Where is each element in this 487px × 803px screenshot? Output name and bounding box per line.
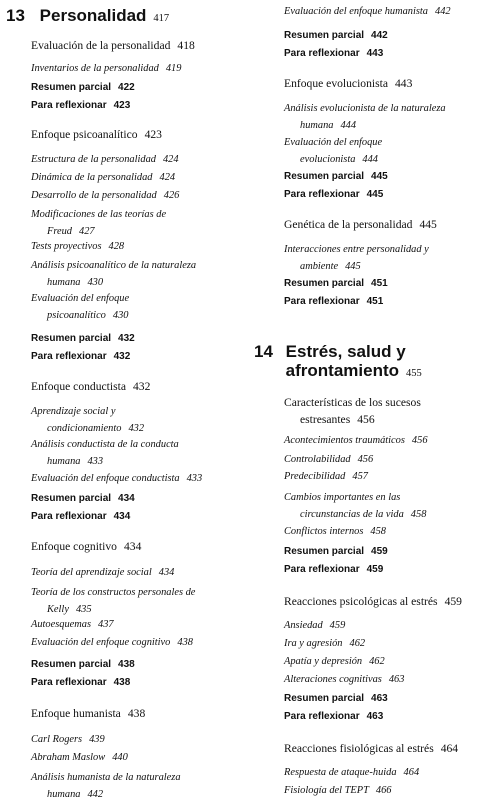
entry-page: 443 (366, 48, 384, 59)
entry-title: Características de los sucesos (284, 396, 421, 409)
entry-title: Enfoque cognitivo (31, 540, 117, 553)
toc-entry (31, 187, 179, 204)
toc-entry (31, 564, 174, 581)
entry-page: 432 (128, 423, 145, 434)
chapter-number: 13 (6, 6, 25, 25)
toc-entry (31, 749, 128, 766)
entry-page: 424 (159, 172, 176, 183)
entry-page: 438 (118, 659, 135, 670)
toc-entry (284, 489, 426, 523)
entry-title: Fisiología del TEPT (284, 785, 369, 796)
toc-entry (31, 656, 135, 673)
entry-title: Interacciones entre personalidad y (284, 244, 429, 255)
toc-entry (31, 151, 179, 168)
toc-entry (31, 257, 196, 291)
toc-entry (284, 275, 388, 292)
entry-title: Para reflexionar (284, 711, 360, 722)
entry-title-continued: estresantes (300, 413, 351, 426)
toc-entry (31, 169, 175, 186)
entry-title-continued: Freud (47, 226, 73, 237)
entry-page: 418 (177, 39, 195, 52)
toc-entry (284, 293, 383, 310)
entry-title: Tests proyectivos (31, 241, 102, 252)
entry-title: Resumen parcial (31, 82, 112, 93)
toc-entry (284, 168, 388, 185)
entry-title: Enfoque evolucionista (284, 77, 388, 90)
toc-entry (31, 769, 181, 803)
chapter-13-heading (6, 6, 169, 28)
entry-title: Evaluación del enfoque (284, 137, 383, 148)
chapter-page: 455 (406, 368, 422, 379)
entry-page: 430 (87, 277, 104, 288)
toc-entry (31, 674, 130, 691)
toc-entry (284, 3, 451, 20)
entry-title: Evaluación del enfoque cognitivo (31, 637, 171, 648)
entry-title: Para reflexionar (31, 100, 107, 111)
entry-page: 451 (371, 278, 388, 289)
entry-title: Acontecimientos traumáticos (284, 435, 405, 446)
entry-page: 451 (366, 296, 384, 307)
toc-entry (284, 100, 446, 134)
toc-entry (284, 523, 386, 540)
toc-entry (284, 561, 383, 578)
entry-page: 463 (366, 711, 384, 722)
entry-page: 439 (89, 734, 105, 745)
toc-entry (31, 470, 202, 487)
entry-title: Evaluación de la personalidad (31, 39, 171, 52)
chapter-14-heading (254, 342, 422, 383)
entry-title: Autoesquemas (31, 619, 92, 630)
entry-page: 433 (87, 456, 104, 467)
entry-page: 434 (158, 567, 175, 578)
toc-entry (31, 403, 144, 437)
entry-title: Resumen parcial (284, 278, 365, 289)
toc-entry (31, 126, 162, 143)
toc-entry (284, 75, 412, 92)
toc-entry (31, 238, 124, 255)
toc-entry (284, 432, 428, 449)
entry-title: Predecibilidad (284, 471, 346, 482)
entry-page: 432 (118, 333, 135, 344)
entry-title: Teoría del aprendizaje social (31, 567, 152, 578)
toc-entry (284, 740, 458, 757)
toc-entry (284, 241, 429, 275)
toc-entry (31, 97, 130, 114)
entry-title: Resumen parcial (284, 171, 365, 182)
entry-page: 422 (118, 82, 135, 93)
entry-page: 438 (127, 707, 146, 720)
entry-title-continued: evolucionista (300, 154, 356, 165)
entry-title-continued: psicoanalítico (47, 310, 106, 321)
toc-entry (31, 79, 135, 96)
toc-entry (284, 635, 365, 652)
entry-page: 432 (113, 351, 131, 362)
entry-title: Para reflexionar (31, 351, 107, 362)
toc-entry (31, 37, 195, 54)
entry-page: 462 (349, 638, 366, 649)
entry-title: Apatía y depresión (284, 656, 363, 667)
entry-title: Reacciones fisiológicas al estrés (284, 742, 434, 755)
entry-page: 428 (108, 241, 125, 252)
entry-title: Reacciones psicológicas al estrés (284, 595, 438, 608)
toc-entry (31, 60, 181, 77)
entry-page: 459 (444, 595, 462, 608)
entry-title-continued: ambiente (300, 261, 339, 272)
toc-entry (284, 45, 383, 62)
entry-page: 463 (371, 693, 388, 704)
entry-page: 459 (371, 546, 388, 557)
entry-page: 419 (165, 63, 182, 74)
entry-page: 458 (410, 509, 427, 520)
toc-entry (31, 538, 141, 555)
entry-page: 434 (118, 493, 135, 504)
entry-page: 456 (411, 435, 428, 446)
entry-title: Análisis conductista de la conducta (31, 439, 179, 450)
chapter-page: 417 (153, 13, 170, 24)
entry-title-continued: humana (300, 120, 334, 131)
entry-title: Resumen parcial (31, 659, 112, 670)
entry-title: Cambios importantes en las (284, 492, 401, 503)
entry-page: 445 (419, 218, 437, 231)
entry-page: 438 (177, 637, 193, 648)
entry-title: Resumen parcial (284, 693, 365, 704)
chapter-title-line-2: afrontamiento (285, 361, 399, 380)
entry-title: Conflictos internos (284, 526, 364, 537)
entry-page: 462 (369, 656, 385, 667)
entry-page: 434 (113, 511, 131, 522)
toc-entry (284, 543, 388, 560)
entry-page: 426 (163, 190, 180, 201)
entry-title: Ansiedad (284, 620, 323, 631)
toc-entry (31, 490, 135, 507)
entry-page: 442 (87, 789, 104, 800)
toc-entry (31, 705, 145, 722)
entry-title: Carl Rogers (31, 734, 83, 745)
entry-page: 440 (112, 752, 128, 763)
entry-page: 444 (362, 154, 378, 165)
entry-title: Para reflexionar (284, 296, 360, 307)
entry-title: Respuesta de ataque-huida (284, 767, 397, 778)
toc-entry (284, 451, 373, 468)
chapter-title: Personalidad (39, 6, 147, 25)
entry-page: 445 (345, 261, 361, 272)
toc-entry (31, 290, 129, 324)
entry-title: Teoría de los constructos personales de (31, 587, 196, 598)
entry-title: Análisis psicoanalítico de la naturaleza (31, 260, 197, 271)
toc-entry (31, 634, 193, 651)
toc-entry (31, 330, 135, 347)
entry-title: Controlabilidad (284, 454, 351, 465)
entry-title: Análisis humanista de la naturaleza (31, 772, 181, 783)
toc-entry (284, 708, 383, 725)
entry-page: 442 (435, 6, 451, 17)
toc-entry (284, 468, 368, 485)
entry-title: Enfoque psicoanalítico (31, 128, 138, 141)
entry-page: 458 (370, 526, 386, 537)
entry-page: 434 (123, 540, 142, 553)
entry-page: 443 (395, 77, 413, 90)
entry-title: Para reflexionar (284, 189, 360, 200)
entry-title: Alteraciones cognitivas (284, 674, 382, 685)
entry-title: Resumen parcial (284, 30, 365, 41)
entry-page: 423 (144, 128, 162, 141)
toc-entry (284, 27, 388, 44)
entry-page: 456 (357, 413, 375, 426)
toc-entry (284, 186, 383, 203)
toc-entry (284, 782, 391, 799)
entry-title: Para reflexionar (284, 564, 360, 575)
entry-page: 466 (375, 785, 392, 796)
entry-title: Resumen parcial (31, 493, 112, 504)
toc-entry (284, 593, 462, 610)
entry-title: Estructura de la personalidad (31, 154, 156, 165)
entry-title: Ira y agresión (284, 638, 343, 649)
entry-title-continued: humana (47, 277, 81, 288)
entry-title: Dinámica de la personalidad (31, 172, 153, 183)
toc-entry (31, 206, 166, 240)
toc-entry (284, 690, 388, 707)
entry-page: 459 (366, 564, 384, 575)
entry-title: Modificaciones de las teorías de (31, 209, 167, 220)
entry-page: 438 (113, 677, 131, 688)
entry-title: Inventarios de la personalidad (31, 63, 159, 74)
entry-title-continued: humana (47, 789, 81, 800)
entry-page: 442 (371, 30, 388, 41)
entry-page: 433 (186, 473, 203, 484)
entry-page: 424 (162, 154, 179, 165)
entry-page: 456 (357, 454, 374, 465)
entry-title: Evaluación del enfoque (31, 293, 130, 304)
entry-title-continued: humana (47, 456, 81, 467)
entry-title: Enfoque humanista (31, 707, 121, 720)
entry-title: Evaluación del enfoque conductista (31, 473, 180, 484)
entry-title: Desarrollo de la personalidad (31, 190, 157, 201)
toc-entry (31, 378, 150, 395)
entry-title-continued: Kelly (47, 604, 69, 615)
entry-title: Aprendizaje social y (31, 406, 116, 417)
entry-title: Resumen parcial (31, 333, 112, 344)
entry-title: Para reflexionar (284, 48, 360, 59)
toc-entry (284, 764, 419, 781)
toc-entry (284, 134, 382, 168)
entry-title: Evaluación del enfoque humanista (284, 6, 428, 17)
entry-title: Resumen parcial (284, 546, 365, 557)
toc-entry (31, 508, 130, 525)
toc-entry (31, 436, 179, 470)
entry-page: 445 (371, 171, 388, 182)
entry-page: 423 (113, 100, 131, 111)
chapter-title-line-1: Estrés, salud y (285, 342, 406, 361)
entry-page: 437 (98, 619, 114, 630)
entry-title: Para reflexionar (31, 511, 107, 522)
toc-entry (284, 653, 385, 670)
entry-title-continued: condicionamiento (47, 423, 122, 434)
entry-page: 463 (388, 674, 405, 685)
entry-page: 464 (403, 767, 420, 778)
toc-entry (284, 671, 404, 688)
entry-page: 427 (79, 226, 95, 237)
entry-title-continued: circunstancias de la vida (300, 509, 404, 520)
entry-title: Análisis evolucionista de la naturaleza (284, 103, 446, 114)
entry-page: 464 (440, 742, 459, 755)
entry-page: 430 (112, 310, 129, 321)
toc-entry (284, 394, 421, 428)
entry-title: Enfoque conductista (31, 380, 126, 393)
entry-title: Genética de la personalidad (284, 218, 413, 231)
entry-page: 459 (329, 620, 346, 631)
entry-title: Abraham Maslow (31, 752, 106, 763)
entry-title: Para reflexionar (31, 677, 107, 688)
toc-entry (31, 731, 105, 748)
entry-page: 457 (352, 471, 368, 482)
entry-page: 444 (340, 120, 357, 131)
entry-page: 435 (75, 604, 92, 615)
entry-page: 445 (366, 189, 384, 200)
toc-entry (284, 216, 437, 233)
toc-entry (31, 616, 114, 633)
toc-entry (284, 617, 345, 634)
chapter-number: 14 (254, 342, 273, 361)
entry-page: 432 (132, 380, 151, 393)
toc-entry (31, 348, 130, 365)
toc-entry (31, 584, 195, 618)
